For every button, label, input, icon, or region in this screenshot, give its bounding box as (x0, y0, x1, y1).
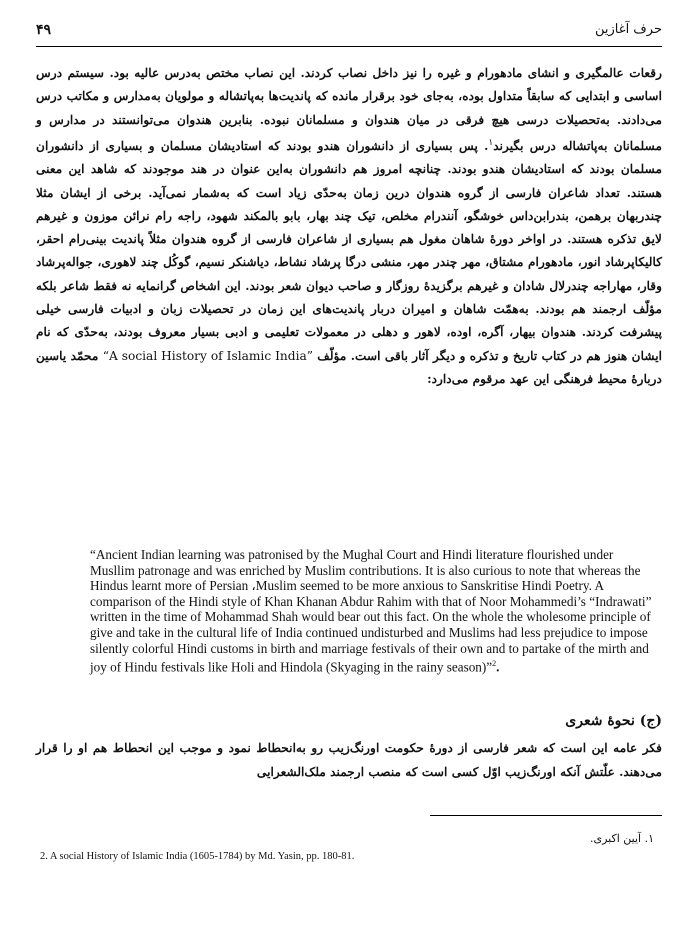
footnote-rule (430, 815, 662, 816)
paragraph-text-c: محمّد یاسین دربارهٔ محیط فرهنگی این عهد مرقوم می‌دارد: (36, 348, 662, 386)
quote-text: “Ancient Indian learning was patronised by the Mughal Court and Hindi literature flourished under Musllim patronage and was enriched by Muslim contributions. It is also curious to note that whereas the Hindus learnt more of Persian ،Muslim seemed to be more anxious to Sanskritise Hindi Poetry. A comparison of the Hindi style of Khan Khanan Abdur Rahim with that of Noor Mohammedi’s “Indrawati” written in the time of Mohammad Shah would bear out this fact. On the whole the wholesome principle of give and take in the cultural life of India continued undisturbed and Muslims had less prejudice to impose silently colorful Hindi customs in birth and marriage festivals of their own and to partake of the mirth and joy of Hindu festivals like Holi and Hindola (Skyaging in the rainy season)” (90, 547, 652, 675)
book-title-english: “A social History of Islamic India” (102, 348, 313, 363)
footnote-ref-1: ۱ (488, 137, 494, 148)
footnote-ref-2: 2 (492, 659, 497, 669)
section-heading: (ج) نحوهٔ شعری (565, 713, 662, 729)
footnote-2: 2. A social History of Islamic India (1605-1784) by Md. Yasin, pp. 180-81. (40, 851, 355, 862)
paragraph-text-b: . پس بسیاری از دانشوران هندو بودند که استادیشان مسلمان و بسیاری از دانشوران مسلمان بودند که استادیشان هندو بودند. چنانچه امروز هم دانشوران به‌این عنوان در هند موجودند که شاهد این معنی هستند. تعداد شاعران فارسی از گروه هندوان درین زمان به‌حدّی زیاد است که به‌شمار نمی‌آید. برخی از ایشان مثلا چندربهان برهمن، بندرابن‌داس خوشگو، آنندرام مخلص، تیک چند بهار، بابو بالمکند شهود، راجه رام نرائن موزون و غیرهم لایق تذکره هستند. در اواخر دورهٔ شاهان مغول هم بسیاری از شاعران فارسی از گروه هندوان مثلاً پاندیت بینی‌رام احقر، کالیکاپرشاد انور، مادهورام مشتاق، مهر چندر مهر، منشی درگا پرشاد نشاط، دیاشنکر نسیم، گوکُل چند لاهوری، جواله‌پرشاد وقار، مهاراجه چندرلال شادان و غیرهم برگزیدهٔ روزگار و صاحب دیوان شعر بودند. این اشخاص گرانمایه نه فقط شاعر بلکه مؤلّف ارجمند هم بودند. به‌همّت شاهان و امیران دربار پاندیت‌های این زمان در تحصیلات زبان و ادبیات فارسی خیلی پیشرفت کردند. هندوان بیهار، آگره، اوده، لاهور و دهلی در معمولات تعلیمی و ادبی بسیار معروف بودند، به‌حدّی که نام ایشان هنوز هم در کتاب تاریخ و تذکره و دیگر آثار باقی است. مؤلّف (36, 138, 662, 363)
section-paragraph: فکر عامه این است که شعر فارسی از دورهٔ حکومت اورنگ‌زیب رو به‌انحطاط نمود و موجب این انحطاط هم او را قرار می‌دهند. علّتش آنکه اورنگ‌زیب اوّل کسی است که منصب ارجمند ملک‌الشعرایی (36, 741, 662, 779)
paragraph-text-a: رقعات عالمگیری و انشای مادهورام و غیره را نیز داخل نصاب کردند. این نصاب مختص به‌درس عالیه بود. سیستم درس اساسی و ابتدایی که سابقاً متداول بوده، به‌جای خود برقرار مانده که پاندیت‌ها به‌پاتشاله و مولویان به‌مدارس و مکاتب درس می‌دادند. به‌تحصیلات درسی هیچ فرقی در میان هندوان و مسلمانان نبوده. بنابرین هندوان می‌توانستند در مدارس و مسلمانان به‌پاتشاله درس بگیرند (36, 66, 662, 153)
running-title: حرف آغازین (595, 22, 662, 37)
footnote-1: ۱. آیین اکبری. (589, 832, 654, 845)
block-quote (90, 547, 654, 675)
quote-end: . (496, 659, 500, 675)
page-number: ۴۹ (36, 22, 52, 38)
paragraph-main (36, 62, 662, 391)
header-rule (36, 46, 662, 47)
page-header (36, 22, 662, 44)
